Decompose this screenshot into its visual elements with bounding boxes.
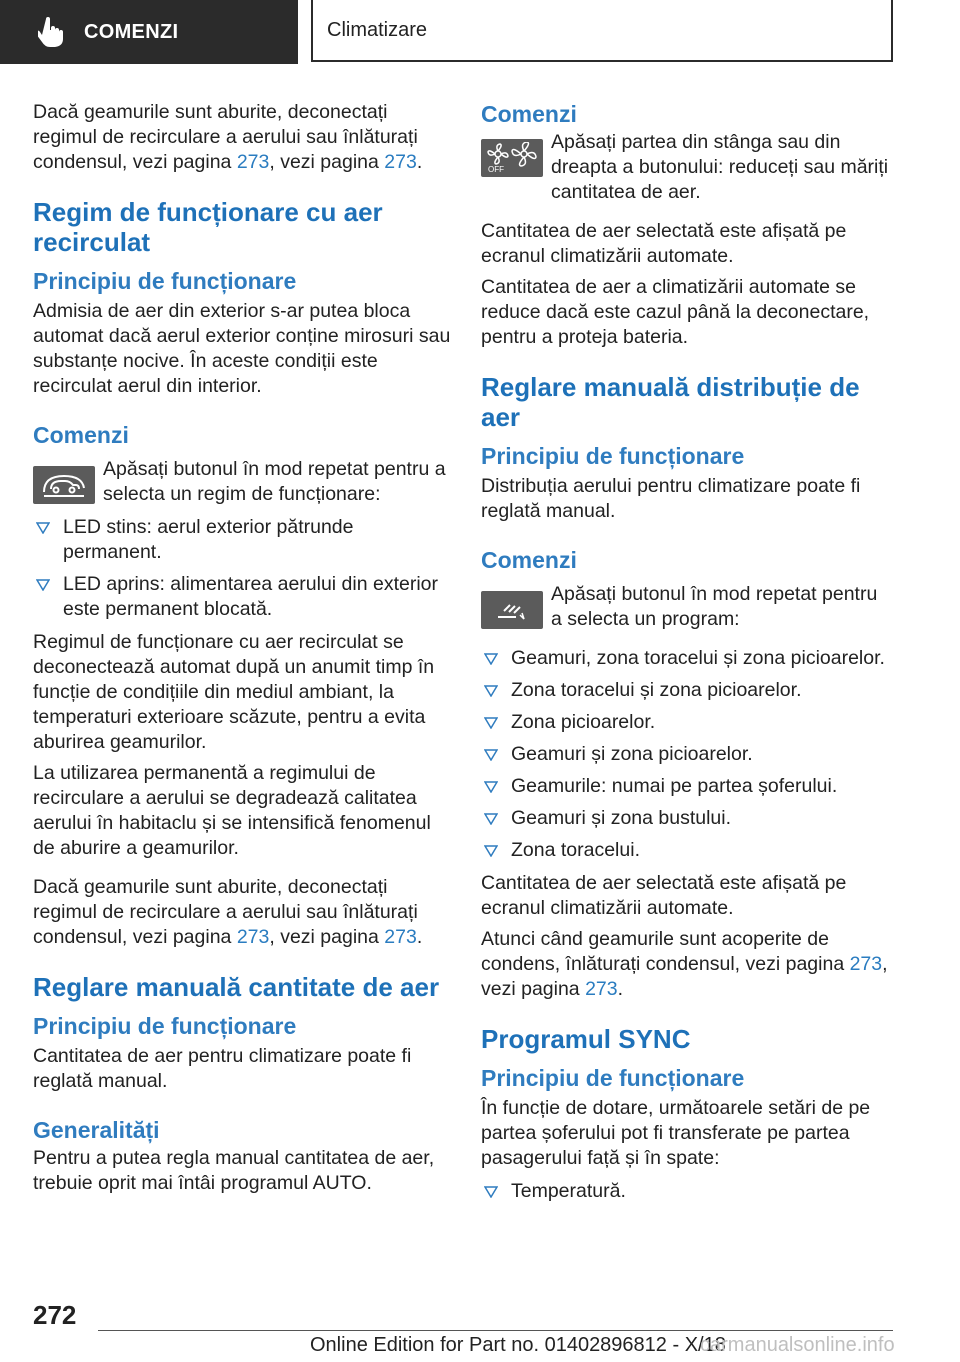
heading-principle: Principiu de funcționare — [481, 1065, 745, 1091]
defog-note: Dacă geamurile sunt aburite, deconectați regimul de recirculare a aerului sau înlăturați condensul, vezi pagina 273, vezi pagina 273. — [33, 101, 423, 173]
footer-divider — [98, 1330, 893, 1331]
section-title: COMENZI — [84, 20, 179, 43]
permanent-text: La utilizarea permanentă a regimului de recirculare a aerului se degradează calitatea aerului în habitaclu și se intensifică fenomenul de aburire a geamurilor. — [33, 762, 431, 859]
general-text: Pentru a putea regla manual cantitatea de aer, trebuie oprit mai întâi programul AUTO. — [33, 1147, 435, 1194]
air-distribution-button-icon — [481, 591, 543, 629]
list-item: Temperatură. — [481, 1179, 893, 1204]
triangle-bullet-icon — [484, 813, 498, 825]
page-number: 272 — [33, 1300, 77, 1330]
heading-principle: Principiu de funcționare — [33, 268, 297, 294]
heading-distribution: Reglare manuală distribuție de aer — [481, 372, 860, 432]
program-list — [481, 646, 893, 863]
fan-reduce-text: Cantitatea de aer a climatizării automate se reduce dacă este cazul până la deconectare, pentru a proteja bateria. — [481, 276, 870, 348]
led-list — [33, 515, 453, 622]
left-column — [33, 100, 453, 1196]
fan-control — [481, 130, 893, 205]
list-item: Geamuri și zona bustului. — [481, 806, 893, 831]
page-link[interactable]: 273 — [384, 151, 417, 173]
hand-pointer-icon — [38, 17, 64, 47]
distribution-text: Distribuția aerului pentru climatizare poate fi reglată manual. — [481, 475, 861, 522]
heading-principle: Principiu de funcționare — [33, 1013, 297, 1039]
page-link[interactable]: 273 — [236, 926, 270, 948]
page-link[interactable]: 273 — [849, 953, 883, 975]
heading-principle: Principiu de funcționare — [481, 443, 745, 469]
sync-list — [481, 1179, 893, 1204]
distribution-control — [481, 582, 893, 632]
header-chapter — [311, 0, 893, 62]
triangle-bullet-icon — [484, 717, 498, 729]
distribution-display-text: Cantitatea de aer selectată este afișată pe ecranul climatizării automate. — [481, 872, 847, 919]
heading-recirculation: Regim de funcționare cu aer recirculat — [33, 197, 383, 257]
list-item: Zona picioarelor. — [481, 710, 893, 735]
fan-text: Apăsați partea din stânga sau din dreapta a butonului: reduceți sau măriți cantitatea de aer. — [551, 131, 889, 203]
quantity-text: Cantitatea de aer pentru climatizare poate fi reglată manual. — [33, 1045, 412, 1092]
triangle-bullet-icon — [484, 749, 498, 761]
list-item: LED aprins: alimentarea aerului din exterior este permanent blocată. — [33, 572, 453, 622]
page-link[interactable]: 273 — [585, 978, 618, 1000]
triangle-bullet-icon — [484, 781, 498, 793]
triangle-bullet-icon — [484, 845, 498, 857]
recirc-control — [33, 457, 453, 507]
footer-edition: Online Edition for Part no. 01402896812 - X/18 — [310, 1334, 726, 1356]
sync-text: În funcție de dotare, următoarele setări de pe partea șoferului pot fi transferate pe partea pasagerului față și în spate: — [481, 1097, 871, 1169]
list-item: Zona toracelui și zona picioarelor. — [481, 678, 893, 703]
page-link[interactable]: 273 — [236, 151, 270, 173]
heading-manual-quantity: Reglare manuală cantitate de aer — [33, 972, 440, 1002]
triangle-bullet-icon — [484, 653, 498, 665]
right-column — [481, 100, 893, 1212]
triangle-bullet-icon — [484, 1186, 498, 1198]
chapter-title: Climatizare — [327, 18, 428, 41]
heading-controls: Comenzi — [33, 422, 129, 448]
svg-text:OFF: OFF — [488, 165, 504, 174]
list-item: LED stins: aerul exterior pătrunde permanent. — [33, 515, 453, 565]
triangle-bullet-icon — [36, 522, 50, 534]
distribution-control-text: Apăsați butonul în mod repetat pentru a selecta un program: — [551, 583, 878, 630]
header-section — [0, 0, 298, 64]
heading-controls: Comenzi — [481, 101, 577, 127]
heading-general: Generalități — [33, 1117, 160, 1143]
heading-sync: Programul SYNC — [481, 1024, 691, 1054]
defog-note: Dacă geamurile sunt aburite, deconectați regimul de recirculare a aerului sau înlăturați condensul, vezi pagina 273, vezi pagina 273. — [33, 876, 423, 948]
recirculation-button-icon — [33, 466, 95, 504]
watermark: carmanualsonline.info — [700, 1334, 895, 1356]
list-item: Geamurile: numai pe partea șoferului. — [481, 774, 893, 799]
triangle-bullet-icon — [484, 685, 498, 697]
fan-display-text: Cantitatea de aer selectată este afișată pe ecranul climatizării automate. — [481, 220, 847, 267]
principle-text: Admisia de aer din exterior s-ar putea bloca automat dacă aerul exterior conține mirosuri sau substanțe nocive. În aceste condiții este recirculat aerul din interior. — [33, 300, 451, 397]
control-text: Apăsați butonul în mod repetat pentru a selecta un regim de funcționare: — [103, 458, 446, 505]
list-item: Geamuri, zona toracelui și zona picioarelor. — [481, 646, 893, 671]
fan-button-icon — [481, 139, 543, 177]
triangle-bullet-icon — [36, 579, 50, 591]
heading-controls: Comenzi — [481, 547, 577, 573]
list-item: Geamuri și zona picioarelor. — [481, 742, 893, 767]
list-item: Zona toracelui. — [481, 838, 893, 863]
condense-note: Atunci când geamurile sunt acoperite de condens, înlăturați condensul, vezi pagina 273, vezi pagina 273. — [481, 928, 888, 1000]
page-link[interactable]: 273 — [384, 926, 417, 948]
auto-off-text: Regimul de funcționare cu aer recirculat se deconectează automat după un anumit timp în funcție de condițiile din mediul ambiant, la temperaturi exterioare scăzute, pentru a evita aburirea geamurilor. — [33, 631, 435, 753]
